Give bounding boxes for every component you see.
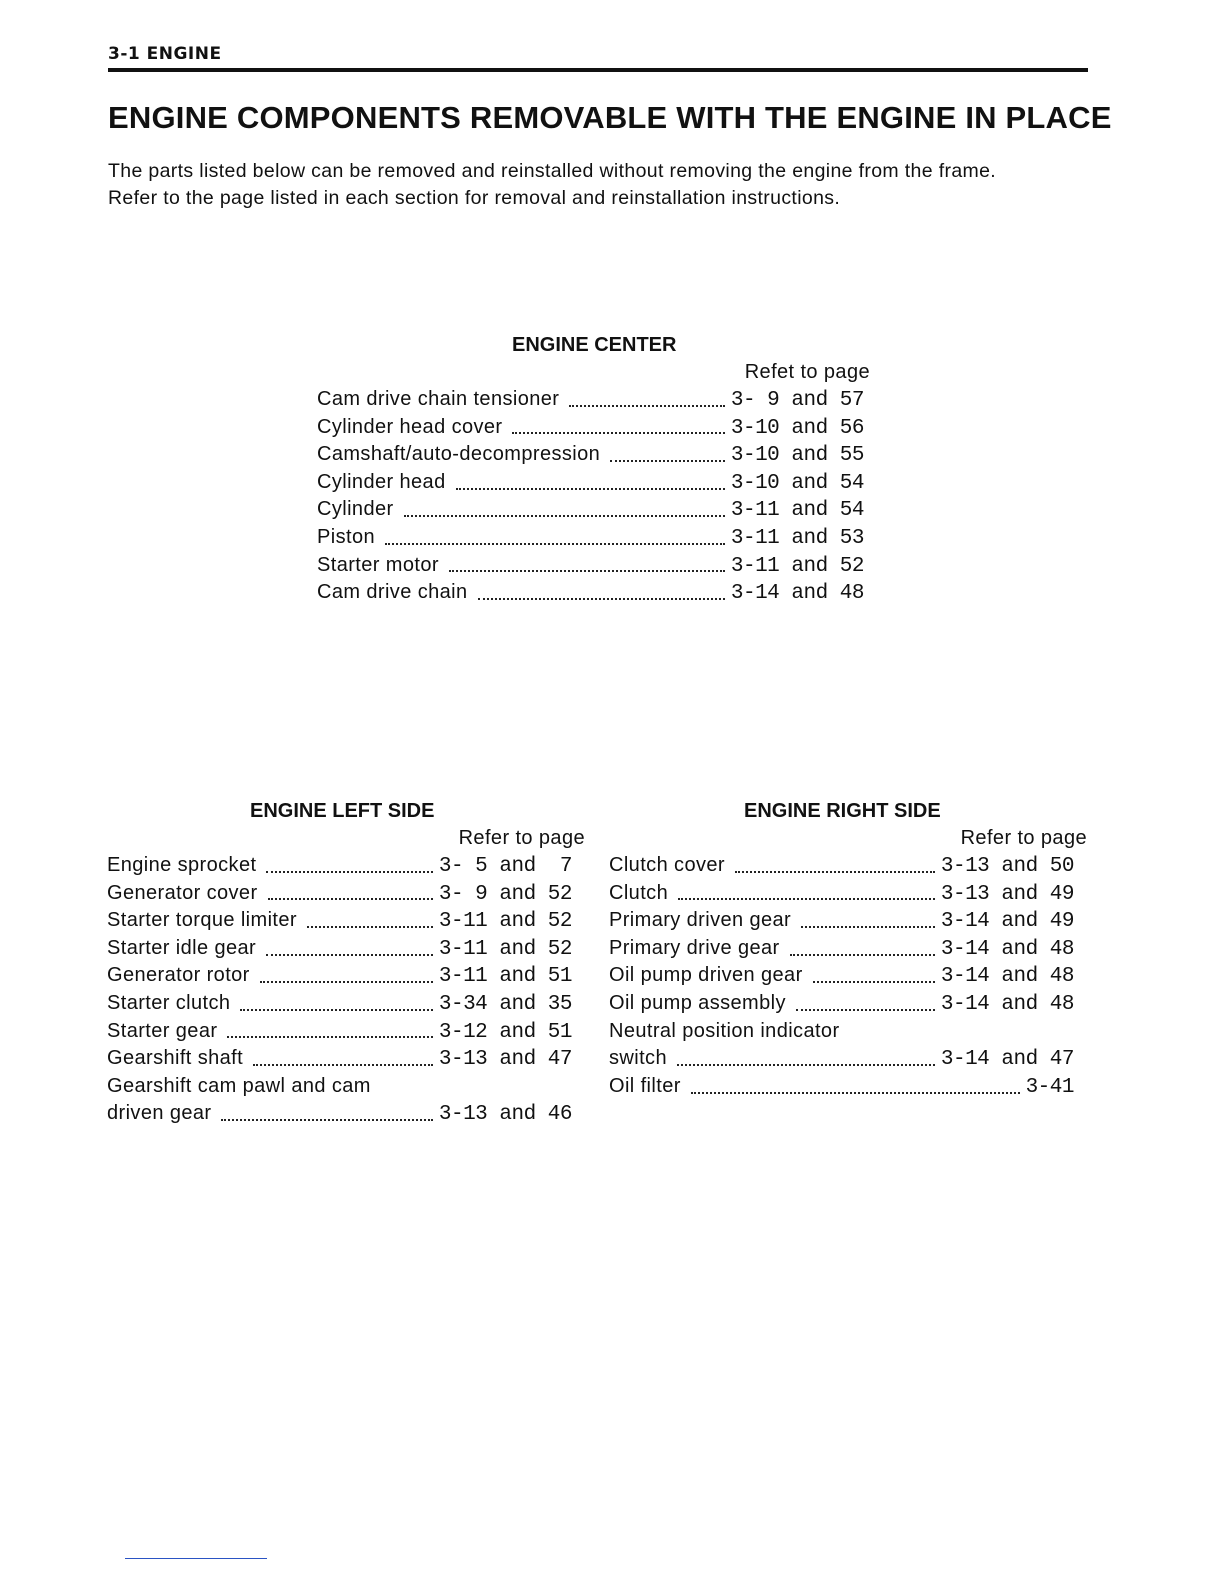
list-item	[609, 907, 1074, 935]
item-page-ref: 3-11 and 52	[438, 910, 572, 934]
list-item	[609, 880, 1074, 908]
item-page-ref: 3-10 and 54	[730, 471, 864, 495]
list-item	[107, 935, 572, 963]
item-name: Clutch	[609, 881, 669, 904]
intro-line-1: The parts listed below can be removed and reinstalled without removing the engine from the frame.	[108, 160, 997, 182]
dot-leader	[796, 1009, 935, 1011]
engine-left-title: ENGINE LEFT SIDE	[250, 800, 435, 822]
item-name: Starter gear	[107, 1019, 218, 1042]
item-page-ref: 3-13 and 49	[940, 882, 1074, 906]
item-name: driven gear	[107, 1102, 212, 1125]
item-name: switch	[609, 1047, 667, 1070]
item-page-ref: 3- 9 and 57	[730, 389, 864, 412]
footer-line	[125, 1558, 267, 1559]
item-page-ref: 3-13 and 50	[940, 855, 1074, 878]
engine-center-list	[317, 386, 864, 607]
list-item	[609, 1073, 1074, 1101]
item-page-ref: 3-10 and 55	[730, 444, 864, 468]
intro-line-2: Refer to the page listed in each section for removal and reinstallation instructions.	[108, 187, 841, 209]
item-page-ref: 3-11 and 53	[730, 526, 864, 550]
dot-leader	[456, 488, 725, 490]
item-page-ref: 3-12 and 51	[438, 1020, 572, 1044]
list-item	[609, 1018, 1074, 1046]
section-header: 3-1 ENGINE	[108, 44, 222, 64]
item-name: Oil filter	[609, 1074, 681, 1097]
engine-right-section	[609, 797, 1087, 1100]
item-page-ref: 3- 9 and 52	[438, 882, 572, 906]
engine-center-refer-head: Refet to page	[744, 361, 870, 383]
engine-right-list	[609, 852, 1074, 1100]
item-name: Generator rotor	[107, 964, 250, 987]
list-item	[317, 386, 864, 414]
intro-paragraph	[108, 158, 1108, 212]
dot-leader	[240, 1009, 432, 1011]
item-name: Gearshift shaft	[107, 1047, 244, 1070]
item-page-ref: 3-34 and 35	[438, 992, 572, 1016]
list-item	[317, 441, 864, 469]
item-name: Generator cover	[107, 881, 258, 904]
item-name: Neutral position indicator	[609, 1019, 840, 1042]
dot-leader	[801, 926, 935, 928]
list-item	[107, 1100, 572, 1128]
dot-leader	[678, 898, 935, 900]
dot-leader	[227, 1036, 432, 1038]
item-name: Primary drive gear	[609, 936, 780, 959]
item-name: Cylinder	[317, 498, 394, 521]
dot-leader	[790, 954, 935, 956]
header-rule	[108, 68, 1088, 72]
list-item	[317, 414, 864, 442]
item-name: Piston	[317, 525, 375, 548]
dot-leader	[253, 1064, 433, 1066]
item-name: Gearshift cam pawl and cam	[107, 1074, 371, 1097]
list-item	[317, 524, 864, 552]
list-item	[107, 880, 572, 908]
item-name: Starter torque limiter	[107, 909, 297, 932]
item-page-ref: 3-11 and 51	[438, 965, 572, 989]
dot-leader	[266, 871, 432, 873]
item-page-ref: 3-14 and 48	[940, 937, 1074, 961]
item-name: Engine sprocket	[107, 854, 257, 876]
item-name: Oil pump driven gear	[609, 964, 803, 987]
engine-center-section	[317, 331, 870, 607]
list-item	[609, 852, 1074, 880]
engine-right-title: ENGINE RIGHT SIDE	[744, 800, 941, 822]
list-item	[317, 579, 864, 607]
list-item	[317, 496, 864, 524]
item-page-ref: 3-14 and 47	[940, 1048, 1074, 1072]
item-name: Cam drive chain tensioner	[317, 388, 560, 410]
list-item	[609, 990, 1074, 1018]
engine-left-section	[107, 797, 585, 1128]
engine-center-title: ENGINE CENTER	[512, 334, 677, 356]
item-name: Starter idle gear	[107, 936, 257, 959]
list-item	[107, 1045, 572, 1073]
list-item	[107, 1018, 572, 1046]
item-name: Clutch cover	[609, 854, 725, 876]
item-page-ref: 3-11 and 52	[438, 937, 572, 961]
dot-leader	[610, 460, 725, 462]
list-item	[107, 962, 572, 990]
dot-leader	[677, 1064, 935, 1066]
item-page-ref: 3-13 and 47	[438, 1048, 572, 1072]
list-item	[107, 907, 572, 935]
item-page-ref: 3-10 and 56	[730, 416, 864, 440]
item-page-ref: 3-13 and 46	[438, 1103, 572, 1127]
dot-leader	[691, 1092, 1020, 1094]
dot-leader	[307, 926, 433, 928]
dot-leader	[260, 981, 433, 983]
item-page-ref: 3-41	[1025, 1075, 1074, 1099]
item-name: Oil pump assembly	[609, 991, 786, 1014]
list-item	[317, 552, 864, 580]
dot-leader	[478, 598, 725, 600]
dot-leader	[385, 543, 725, 545]
item-name: Cam drive chain	[317, 581, 468, 604]
list-item	[107, 1073, 572, 1101]
dot-leader	[268, 898, 433, 900]
item-page-ref: 3-11 and 54	[730, 499, 864, 523]
dot-leader	[813, 981, 935, 983]
item-name: Starter clutch	[107, 991, 231, 1014]
dot-leader	[569, 405, 725, 407]
item-name: Camshaft/auto-decompression	[317, 443, 601, 466]
dot-leader	[221, 1119, 432, 1121]
list-item	[107, 990, 572, 1018]
dot-leader	[449, 570, 725, 572]
item-page-ref: 3-14 and 48	[940, 965, 1074, 989]
item-name: Primary driven gear	[609, 909, 792, 932]
item-page-ref: 3-14 and 49	[940, 910, 1074, 934]
item-name: Starter motor	[317, 553, 439, 576]
dot-leader	[404, 515, 725, 517]
dot-leader	[735, 871, 935, 873]
dot-leader	[512, 432, 724, 434]
item-page-ref: 3-14 and 48	[730, 582, 864, 606]
engine-left-refer-head: Refer to page	[458, 827, 585, 849]
item-page-ref: 3-11 and 52	[730, 554, 864, 578]
item-name: Cylinder head	[317, 470, 446, 493]
item-page-ref: 3- 5 and 7	[438, 855, 572, 878]
list-item	[317, 469, 864, 497]
engine-left-list	[107, 852, 572, 1128]
list-item	[609, 935, 1074, 963]
dot-leader	[266, 954, 433, 956]
list-item	[609, 1045, 1074, 1073]
item-page-ref: 3-14 and 48	[940, 992, 1074, 1016]
engine-right-refer-head: Refer to page	[960, 827, 1087, 849]
list-item	[107, 852, 572, 880]
item-name: Cylinder head cover	[317, 415, 503, 438]
list-item	[609, 962, 1074, 990]
page-title: ENGINE COMPONENTS REMOVABLE WITH THE ENGINE IN PLACE	[108, 100, 1112, 135]
